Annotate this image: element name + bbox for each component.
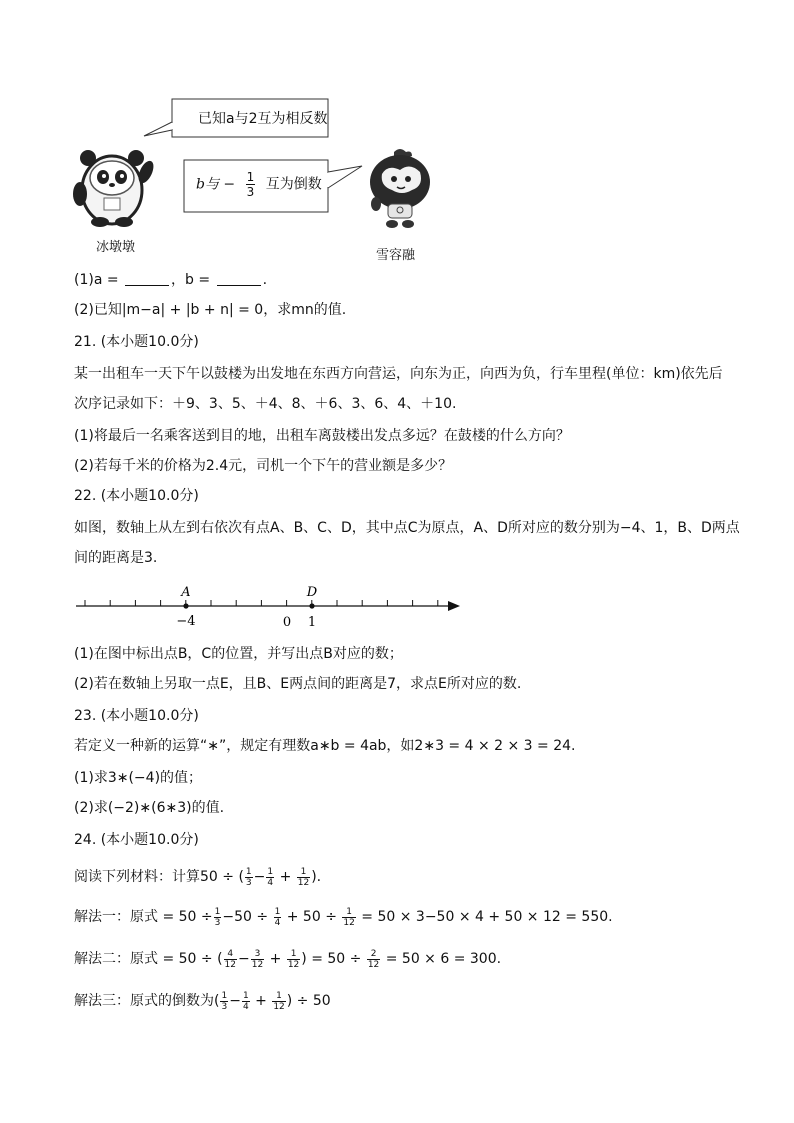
frac-1-3: $\frac{1}{3}$ bbox=[245, 866, 252, 888]
number-line-arrow-icon bbox=[448, 601, 460, 611]
number-line-figure bbox=[70, 578, 470, 634]
sol3-suffix: ) ÷ 50 bbox=[286, 993, 331, 1009]
op-div: ÷ bbox=[325, 909, 337, 925]
q21-text-line2: 次序记录如下：＋9、3、5、＋4、8、＋6、3、6、4、＋10. bbox=[74, 396, 457, 412]
frac-1-12: $\frac{1}{12}$ bbox=[273, 990, 285, 1012]
caption-shuey-rhon-rhon: 雪容融 bbox=[376, 248, 416, 263]
point-a-dot bbox=[183, 603, 188, 608]
q24-solution-3 bbox=[74, 988, 331, 1014]
point-d-label: D bbox=[306, 585, 318, 600]
bubble2-frac-den: 3 bbox=[246, 185, 255, 199]
q20-answer-blank-b[interactable] bbox=[217, 271, 261, 286]
frac-1-12: $\frac{1}{12}$ bbox=[343, 906, 355, 928]
sol1-suffix: = 50 × 3−50 × 4 + 50 × 12 = 550. bbox=[361, 909, 613, 925]
q20-answer-blank-a[interactable] bbox=[125, 271, 169, 286]
q20-part1-b-label: ，b = bbox=[171, 272, 215, 288]
bubble2-frac-num: 1 bbox=[246, 170, 255, 184]
tick-label-one: 1 bbox=[307, 615, 317, 630]
frac-1-4: $\frac{1}{4}$ bbox=[267, 866, 274, 888]
op-plus: + bbox=[269, 951, 282, 967]
q20-part1 bbox=[74, 270, 267, 290]
sol2-end: = 50 × 6 = 300. bbox=[385, 951, 502, 967]
sol2-suffix: ) = 50 ÷ bbox=[301, 951, 362, 967]
bubble2-suffix: 互为倒数 bbox=[265, 176, 322, 193]
frac-1-4: $\frac{1}{4}$ bbox=[242, 990, 249, 1012]
op-div: ÷ bbox=[256, 909, 269, 925]
tick-label-zero: 0 bbox=[282, 615, 292, 630]
q21-part2: (2)若每千米的价格为2.4元，司机一个下午的营业额是多少？ bbox=[74, 458, 453, 474]
speech-bubble-2-text bbox=[196, 170, 322, 199]
frac-2-12: $\frac{2}{12}$ bbox=[367, 948, 380, 970]
q22-text-line1: 如图，数轴上从左到右依次有点A、B、C、D，其中点C为原点，A、D所对应的数分别为−4、1，B、D两点 bbox=[74, 520, 740, 536]
q23-part2: (2)求(−2)∗(6∗3)的值. bbox=[74, 800, 225, 816]
frac-1-12: $\frac{1}{12}$ bbox=[297, 866, 310, 888]
shuey-rhon-rhon-mascot bbox=[364, 146, 438, 230]
number-line-ticks bbox=[85, 600, 438, 606]
q24-solution-1: 解法一：原式 = 50 ÷ $\frac{1}{3}$ −50 ÷ $\frac{1}{4}$ + 50 ÷ $\frac{1}{12}$ = 50 × 3−50 × 4 + 50 × 12 = 550. bbox=[74, 906, 613, 928]
q24-header: 24. (本小题10.0分) bbox=[74, 832, 199, 848]
q21-part1: (1)将最后一名乘客送到目的地，出租车离鼓楼出发点多远？在鼓楼的什么方向？ bbox=[74, 428, 570, 444]
q22-part2: (2)若在数轴上另取一点E，且B、E两点间的距离是7，求点E所对应的数. bbox=[74, 676, 522, 692]
q23-part1: (1)求3∗(−4)的值； bbox=[74, 770, 203, 786]
q24-intro bbox=[74, 864, 321, 890]
point-a-label: A bbox=[181, 585, 191, 600]
speech-bubble-1-text: 已知a与2互为相反数 bbox=[198, 111, 328, 127]
q24-intro-prefix: 阅读下列材料：计算50 ÷ ( bbox=[74, 869, 244, 885]
sol2-prefix: 解法二：原式 = 50 ÷ ( bbox=[74, 951, 223, 967]
op-minus: − bbox=[222, 909, 235, 925]
bing-dwen-dwen-mascot bbox=[66, 144, 158, 228]
bubble2-prefix: b与 − bbox=[196, 176, 236, 193]
op-minus: − bbox=[229, 993, 241, 1009]
q22-header: 22. (本小题10.0分) bbox=[74, 488, 199, 504]
q20-part1-a-label: (1)a = bbox=[74, 272, 124, 288]
sol1-prefix: 解法一：原式 = 50 ÷ bbox=[74, 909, 213, 925]
frac-4-12: $\frac{4}{12}$ bbox=[224, 948, 236, 970]
q24-intro-suffix: ). bbox=[311, 869, 322, 885]
op-minus: − bbox=[253, 869, 266, 885]
caption-bing-dwen-dwen: 冰墩墩 bbox=[96, 240, 136, 255]
q21-text-line1: 某一出租车一天下午以鼓楼为出发地在东西方向营运，向东为正，向西为负，行车里程(单位：km)依先后 bbox=[74, 366, 723, 382]
op-plus: + bbox=[279, 869, 292, 885]
q20-part2: (2)已知|m−a| + |b + n| = 0，求mn的值. bbox=[74, 302, 347, 318]
op-minus: − bbox=[238, 951, 250, 967]
frac-1-3: $\frac{1}{3}$ bbox=[214, 906, 221, 928]
q20-part1-end: . bbox=[262, 272, 268, 288]
bubble2-fraction bbox=[246, 170, 256, 199]
q22-text-line2: 间的距离是3. bbox=[74, 550, 158, 566]
sol3-prefix: 解法三：原式的倒数为( bbox=[74, 993, 220, 1009]
q24-solution-2 bbox=[74, 946, 501, 972]
frac-1-12: $\frac{1}{12}$ bbox=[287, 948, 300, 970]
q23-text-line1: 若定义一种新的运算“∗”，规定有理数a∗b = 4ab，如2∗3 = 4 × 2 × 3 = 24. bbox=[74, 738, 576, 754]
q22-part1: (1)在图中标出点B，C的位置，并写出点B对应的数； bbox=[74, 646, 403, 662]
op-plus: + bbox=[255, 993, 267, 1009]
frac-1-4: $\frac{1}{4}$ bbox=[274, 906, 281, 928]
point-d-dot bbox=[309, 603, 314, 608]
op-plus: + bbox=[286, 909, 299, 925]
frac-1-3: $\frac{1}{3}$ bbox=[221, 990, 228, 1012]
frac-3-12: $\frac{3}{12}$ bbox=[251, 948, 264, 970]
q23-header: 23. (本小题10.0分) bbox=[74, 708, 199, 724]
q21-header: 21. (本小题10.0分) bbox=[74, 334, 199, 350]
tick-label-minus-four: −4 bbox=[176, 614, 196, 629]
